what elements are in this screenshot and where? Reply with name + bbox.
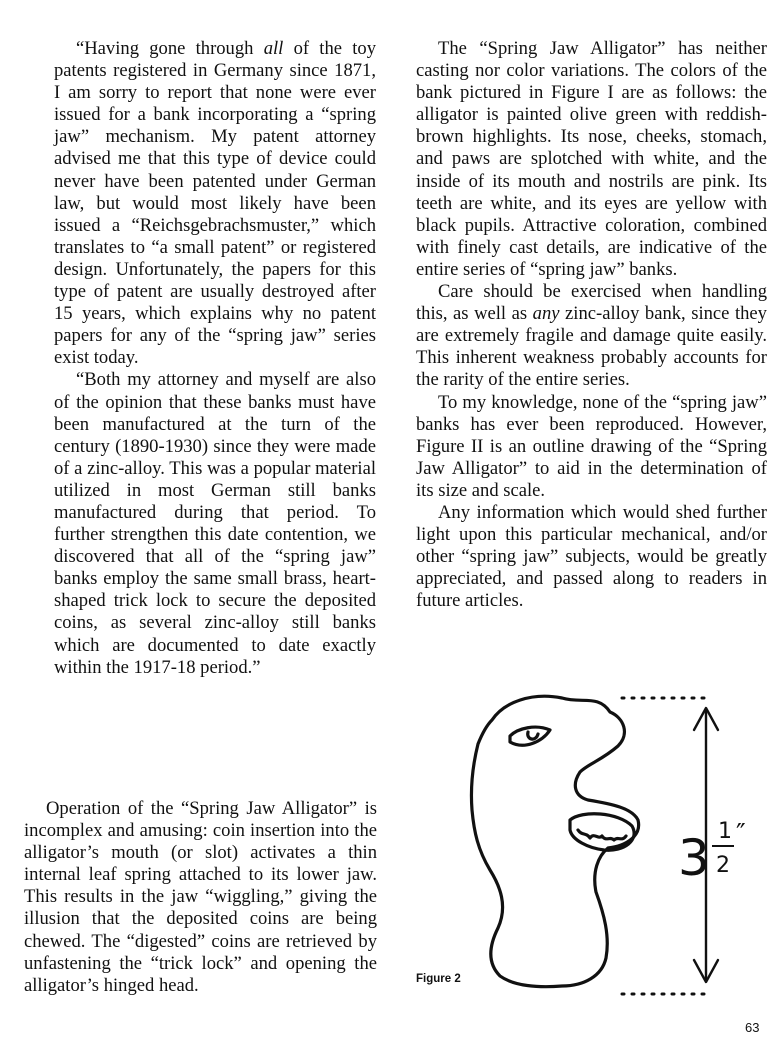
dimension-whole: 3 <box>678 829 710 887</box>
paragraph-reproduced: To my knowledge, none of the “spring jaw” banks has ever been reproduced. However, Figure II is an outline drawing of the “Spring Jaw Alligator” to aid in the determination of its size and scale. <box>416 391 767 501</box>
dimension-inch-mark: ″ <box>736 819 746 849</box>
left-column-top <box>54 38 376 679</box>
paragraph-colors: The “Spring Jaw Alligator” has neither casting nor color variations. The colors of the bank pictured in Figure I are as follows: the alligator is painted olive green with reddish-brown highlights. Its nose, cheeks, stomach, and paws are splotched with white, and the inside of its mouth and nostrils are pink. Its teeth are white, and its eyes are yellow with black pupils. Attractive coloration, combined with finely cast details, are indicative of the entire series of “spring jaw” banks. <box>416 38 767 280</box>
alligator-outline-figure <box>412 680 772 1005</box>
figure-caption: Figure 2 <box>416 973 461 985</box>
left-column-bottom <box>24 798 377 997</box>
paragraph-patents: “Having gone through all of the toy patents registered in Germany since 1871, I am sorry to report that none were ever issued for a bank incorporating a “spring jaw” mechanism. My patent attorney advised me that this type of device could never have been patented under German law, but would most likely have been issued a “Reichsgebrachsmuster,” which translates to “a small patent” or registered design. Unfortunately, the papers for this type of patent are usually destroyed after 15 years, which explains why no patent papers for any of the “spring jaw” series exist today. <box>54 38 376 369</box>
dimension-fraction-numerator: 1 <box>718 819 732 844</box>
page-number: 63 <box>745 1020 760 1035</box>
paragraph-information: Any information which would shed further light upon this particular mechanical, and/or other “spring jaw” subjects, would be greatly appreciated, and passed along to readers in future articles. <box>416 501 767 612</box>
emphasis-any: any <box>532 303 560 325</box>
emphasis-all: all <box>263 38 284 59</box>
paragraph-attorney: “Both my attorney and myself are also of the opinion that these banks must have been manufactured at the turn of the century (1890-1930) since they were made of a zinc-alloy. This was a popular material utilized in most German still banks manufactured during that period. To further strengthen this date contention, we discovered that all of the “spring jaw” banks employ the same small brass, heart-shaped trick lock to secure the deposited coins, as several zinc-alloy still banks which are documented to date exactly within the 1917-18 period.” <box>54 369 376 678</box>
alligator-eye <box>510 727 550 745</box>
paragraph-operation: Operation of the “Spring Jaw Alligator” is incomplex and amusing: coin insertion into the alligator’s mouth (or slot) activates a thin internal leaf spring attached to its lower jaw. This results in the jaw “wiggling,” giving the illusion that the deposited coins are being chewed. The “digested” coins are retrieved by unfastening the “trick lock” and opening the alligator’s hinged head. <box>24 798 377 996</box>
dimension-fraction-denominator: 2 <box>716 853 730 878</box>
paragraph-care: Care should be exercised when handling this, as well as any zinc-alloy bank, since they are extremely fragile and damage quite easily. This inherent weakness probably accounts for the rarity of the entire series. <box>416 281 767 391</box>
right-column <box>416 38 767 612</box>
